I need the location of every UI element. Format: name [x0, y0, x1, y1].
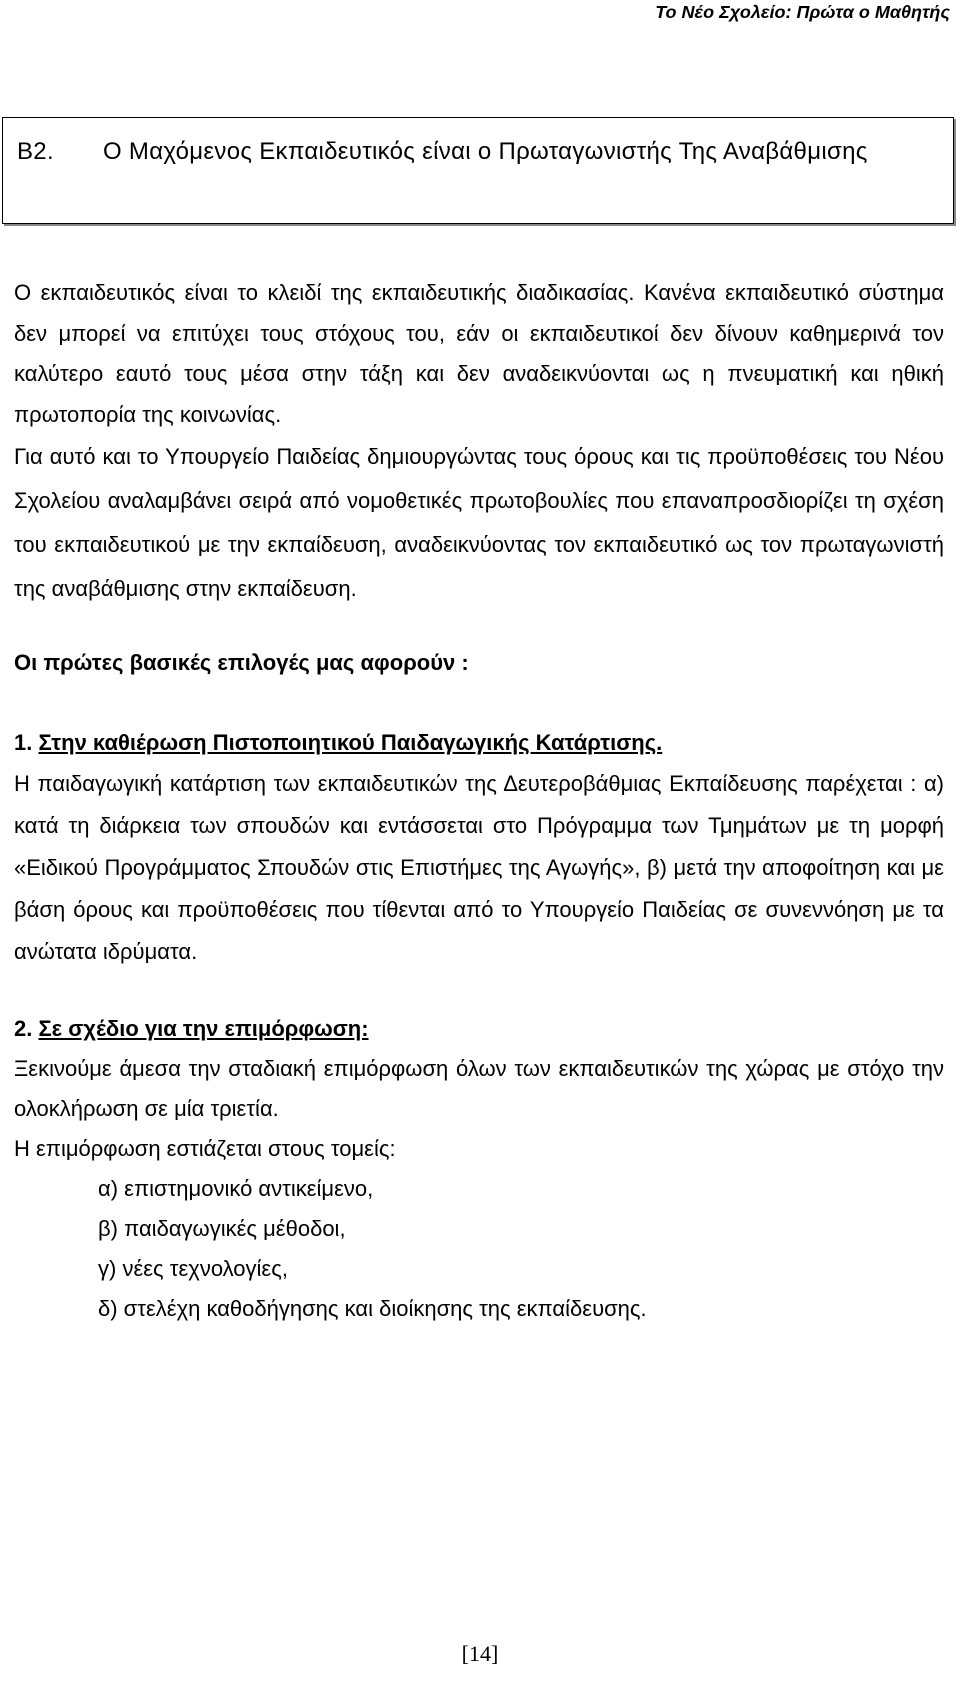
section-title: Ο Μαχόμενος Εκπαιδευτικός είναι ο Πρωταγωνιστής Της Αναβάθμισης [103, 138, 868, 165]
running-header: Το Νέο Σχολείο: Πρώτα ο Μαθητής [655, 2, 950, 22]
section-number: Β2. [17, 138, 54, 165]
paragraph-intro: Ο εκπαιδευτικός είναι το κλειδί της εκπαιδευτικής διαδικασίας. Κανένα εκπαιδευτικό σύστημα δεν μπορεί να επιτύχει τους στόχους του, εάν οι εκπαιδευτικοί δεν δίνουν καθημερινά τον καλύτερο εαυτό τους μέσα στην τάξη και δεν αναδεικνύονται ως η πνευματική και ηθική πρωτοπορία της κοινωνίας. [14, 280, 944, 427]
section-title-box [2, 117, 954, 224]
item-1-body: Η παιδαγωγική κατάρτιση των εκπαιδευτικών της Δευτεροβάθμιας Εκπαίδευσης παρέχεται : α) κατά τη διάρκεια των σπουδών και εντάσσεται στο Πρόγραμμα των Τμημάτων με τη μορφή «Ειδικού Προγράμματος Σπουδών στις Επιστήμες της Αγωγής», β) μετά την αποφοίτηση και με βάση όρους και προϋποθέσεις που τίθενται από το Υπουργείο Παιδείας σε συνεννόηση με τα ανώτατα ιδρύματα. [14, 771, 944, 964]
paragraph-ministry: Για αυτό και το Υπουργείο Παιδείας δημιουργώντας τους όρους και τις προϋποθέσεις του Νέου Σχολείου αναλαμβάνει σειρά από νομοθετικές πρωτοβουλίες που επαναπροσδιορίζει τη σχέση του εκπαιδευτικού με την εκπαίδευση, αναδεικνύοντας τον εκπαιδευτικό ως τον πρωταγωνιστή της αναβάθμισης στην εκπαίδευση. [14, 444, 944, 601]
item-1-title: Στην καθιέρωση Πιστοποιητικού Παιδαγωγικής Κατάρτισης. [38, 730, 663, 755]
choices-heading: Οι πρώτες βασικές επιλογές μας αφορούν : [14, 650, 469, 675]
sectors-intro: Η επιμόρφωση εστιάζεται στους τομείς: [14, 1136, 396, 1161]
item-1-heading [14, 723, 944, 763]
list-item: β) παιδαγωγικές μέθοδοι, [98, 1216, 346, 1241]
item-2-number: 2. [14, 1016, 33, 1041]
item-2-heading [14, 1009, 944, 1049]
document-body [14, 273, 944, 1329]
list-item: γ) νέες τεχνολογίες, [98, 1256, 288, 1281]
list-item: α) επιστημονικό αντικείμενο, [98, 1176, 374, 1201]
item-2-body: Ξεκινούμε άμεσα την σταδιακή επιμόρφωση όλων των εκπαιδευτικών της χώρας με στόχο την ολοκλήρωση σε μία τριετία. [14, 1056, 944, 1121]
item-1-number: 1. [14, 730, 33, 755]
list-item: δ) στελέχη καθοδήγησης και διοίκησης της εκπαίδευσης. [98, 1296, 647, 1321]
item-2-title: Σε σχέδιο για την επιμόρφωση: [38, 1016, 369, 1041]
page-number: [14] [461, 1641, 499, 1666]
sectors-list [14, 1169, 944, 1329]
